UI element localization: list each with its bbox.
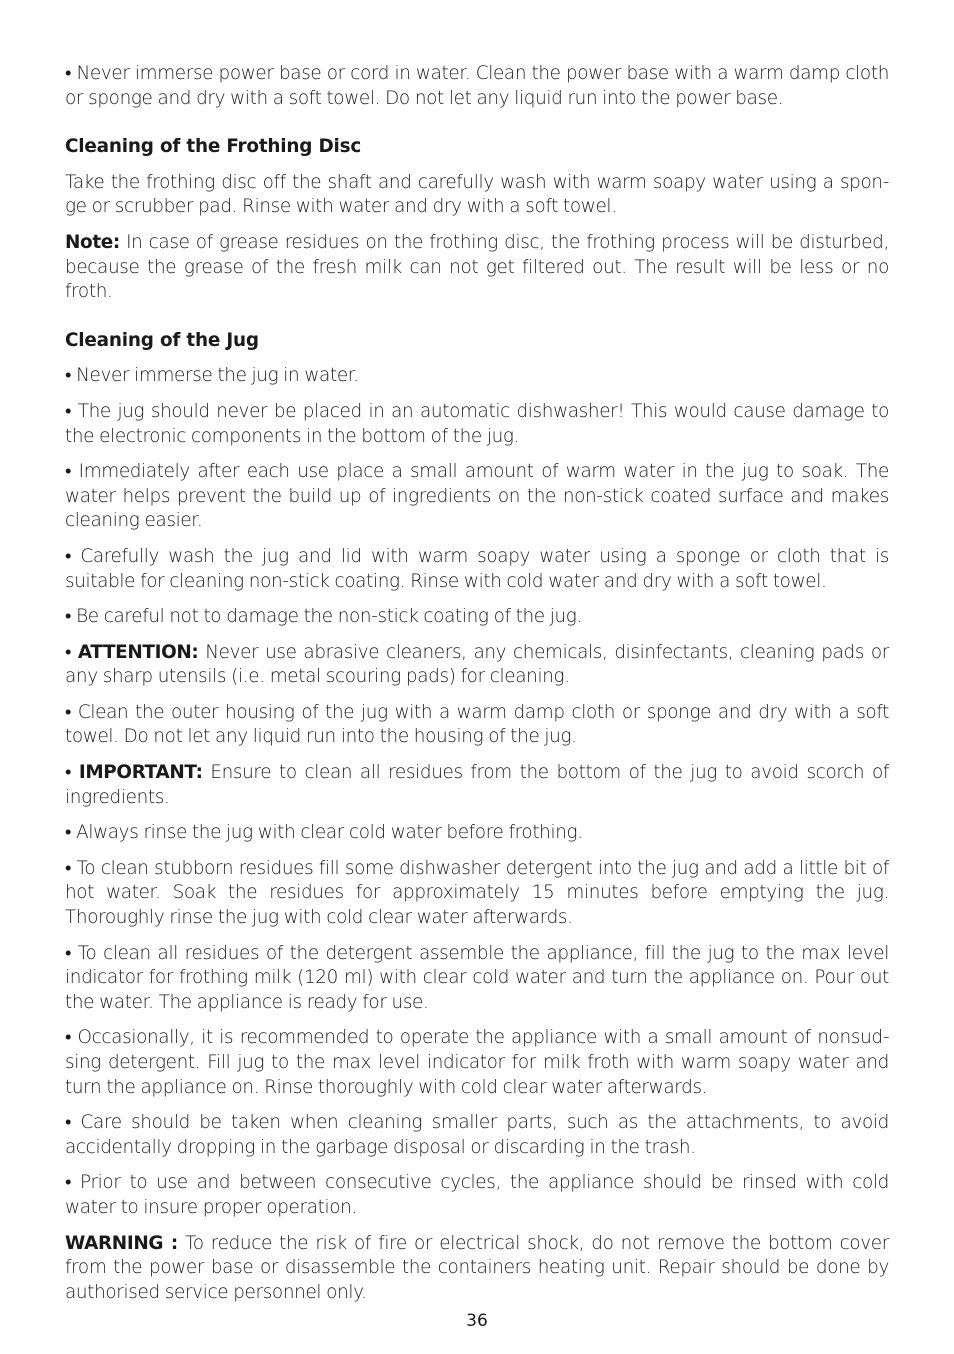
jug-bullet-9: • Always rinse the jug with clear cold water before frothing. — [65, 822, 583, 844]
jug-bullet-13: • Care should be taken when cleaning smaller parts, such as the attachments, to avoid accidentally dropping in the garbage disposal or discarding in the trash. — [65, 1112, 889, 1158]
jug-bullet-5: • Be careful not to damage the non-stick coating of the jug. — [65, 606, 582, 628]
note-label: Note: — [65, 231, 120, 253]
intro-bullet: • Never immerse power base or cord in water. Clean the power base with a warm damp cloth or sponge and dry with a soft towel. Do not let any liquid run into the power base. — [65, 63, 889, 109]
attention-label: ATTENTION: — [77, 641, 199, 663]
jug-bullet-1: • Never immerse the jug in water. — [65, 365, 359, 387]
jug-bullet-10: • To clean stubborn residues fill some dishwasher detergent into the jug and add a little bit of hot water. Soak the residues for approximately 15 minutes before emptying the jug. Thoroughly rinse the jug with cold clear water afterwards. — [65, 857, 889, 929]
frothing-paragraph: Take the frothing disc off the shaft and carefully wash with warm soapy water using a spon-ge or scrubber pad. Rinse with water and dry with a soft towel. — [65, 171, 889, 218]
attention-text: Never use abrasive cleaners, any chemicals, disinfectants, cleaning pads or any sharp utensils (i.e. metal scouring pads) for cleaning. — [65, 641, 889, 688]
heading-frothing-disc: Cleaning of the Frothing Disc — [65, 136, 362, 158]
jug-bullet-attention — [65, 641, 889, 690]
jug-bullet-11: • To clean all residues of the detergent assemble the appliance, fill the jug to the max level indicator for frothing milk (120 ml) with clear cold water and turn the appliance on. Pour out the water. The appliance is ready for use. — [65, 942, 889, 1013]
frothing-note — [65, 231, 889, 305]
page-content — [65, 62, 889, 1305]
jug-bullet-2: • The jug should never be placed in an automatic dishwasher! This would cause damage to the electronic components in the bottom of the jug. — [65, 400, 889, 447]
heading-jug: Cleaning of the Jug — [65, 329, 259, 351]
important-label: IMPORTANT: — [78, 762, 203, 784]
warning-text: To reduce the risk of fire or electrical shock, do not remove the bottom cover from the power base or disassemble the containers heating unit. Repair should be done by authorised service personnel only. — [65, 1232, 889, 1303]
jug-bullet-7: • Clean the outer housing of the jug with a warm damp cloth or sponge and dry with a soft towel. Do not let any liquid run into the housing of the jug. — [65, 701, 889, 748]
note-text: In case of grease residues on the frothing disc, the frothing process will be disturbed, because the grease of the fresh milk can not get filtered out. The result will be less or no froth. — [65, 231, 889, 303]
important-text: Ensure to clean all residues from the bottom of the jug to avoid scorch of ingredients. — [65, 762, 889, 808]
warning-paragraph — [65, 1232, 889, 1306]
page-number: 36 — [466, 1311, 488, 1331]
bullet-mark: • — [65, 762, 79, 784]
bullet-mark: • — [65, 641, 78, 663]
jug-bullet-important — [65, 761, 889, 810]
warning-label: WARNING : — [65, 1232, 178, 1254]
jug-bullet-12: • Occasionally, it is recommended to operate the appliance with a small amount of nonsud-sing detergent. Fill jug to the max level indicator for milk froth with warm soapy water and turn the appliance on. Rinse thoroughly with cold clear water afterwards. — [65, 1027, 889, 1098]
jug-bullet-3: • Immediately after each use place a small amount of warm water in the jug to soak. The water helps prevent the build up of ingredients on the non-stick coated surface and makes cleaning easier. — [65, 461, 889, 532]
jug-bullet-14: • Prior to use and between consecutive cycles, the appliance should be rinsed with cold water to insure proper operation. — [65, 1172, 889, 1218]
jug-bullet-4: • Carefully wash the jug and lid with warm soapy water using a sponge or cloth that is suitable for cleaning non-stick coating. Rinse with cold water and dry with a soft towel. — [65, 545, 889, 592]
